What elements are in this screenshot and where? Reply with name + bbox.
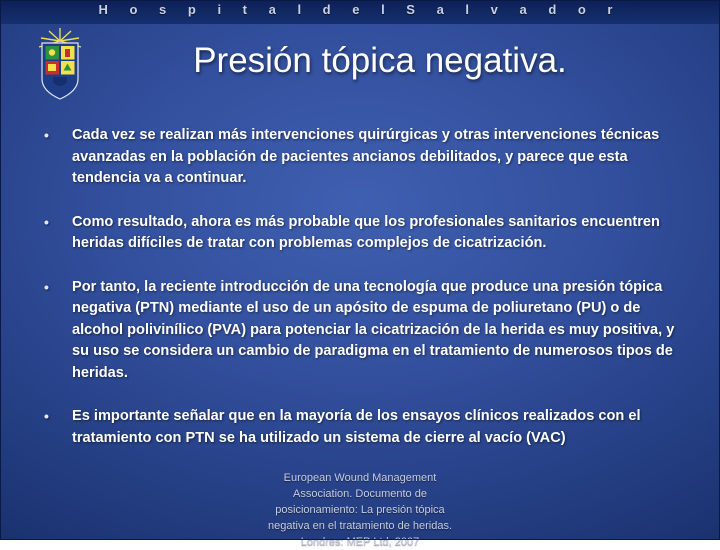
list-item-text: Es importante señalar que en la mayoría de los ensayos clínicos realizados con el tratamiento con PTN se ha utilizado un sistema de cierre al vacío (VAC)	[72, 408, 641, 446]
citation-line-5: Londres: MEP Ltd, 2007	[300, 536, 420, 548]
institution-name: H o s p i t a l d e l S a l v a d o r	[98, 2, 622, 17]
page-title: Presión tópica negativa.	[193, 41, 567, 80]
list-item	[30, 406, 690, 449]
source-citation	[0, 470, 720, 550]
list-item	[30, 277, 690, 385]
bullet-marker: •	[44, 278, 49, 295]
list-item	[30, 212, 690, 255]
bullet-marker: •	[44, 213, 49, 230]
hospital-crest-icon	[33, 27, 87, 103]
bullet-list	[30, 125, 690, 471]
citation-line-2: Association. Documento de	[293, 488, 427, 500]
list-item-text: Como resultado, ahora es más probable que los profesionales sanitarios encuentren heridas difíciles de tratar con problemas complejos de cicatrización.	[72, 213, 660, 251]
bullet-marker: •	[44, 127, 49, 143]
list-item-text: Por tanto, la reciente introducción de una tecnología que produce una presión tópica negativa (PTN) mediante el uso de un apósito de espuma de poliuretano (PU) o de alcohol polivinílico (PVA) para potenciar la cicatrización de la herida es muy positiva, y su uso se considera un cambio de paradigma en el tratamiento de numerosos tipos de heridas.	[72, 278, 675, 381]
list-item-text: Cada vez se realizan más intervenciones quirúrgicas y otras intervenciones técnicas avanzadas en la población de pacientes ancianos debilitados, y parece que esta tendencia va a continuar.	[72, 127, 660, 186]
list-item	[30, 125, 690, 190]
citation-line-4: negativa en el tratamiento de heridas.	[267, 520, 453, 532]
citation-line-1: European Wound Management	[283, 472, 437, 484]
bullet-marker: •	[44, 408, 49, 424]
citation-line-3: posicionamiento: La presión tópica	[275, 504, 445, 516]
